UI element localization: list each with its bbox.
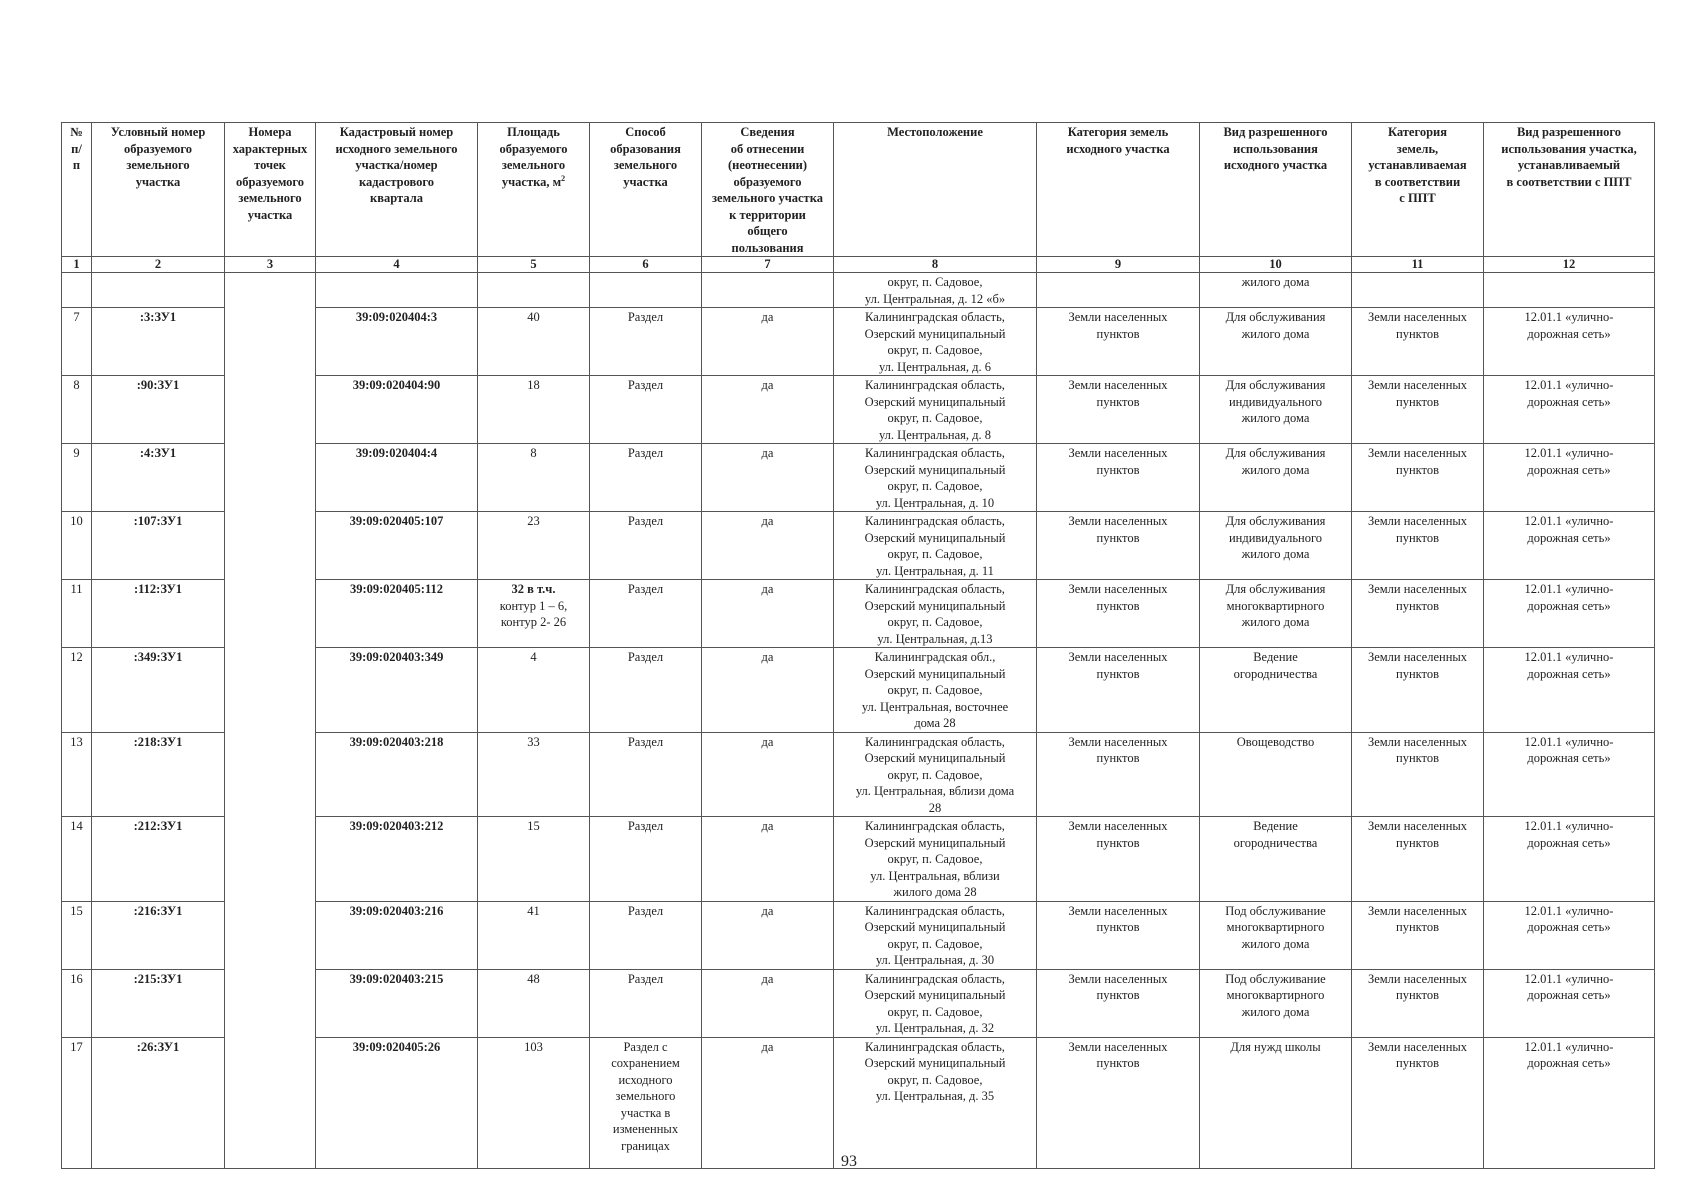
location-cell: Калининградская область, Озерский муниципальный округ, п. Садовое, ул. Центральная, д. 32 — [834, 969, 1037, 1037]
location-cell: Калининградская область, Озерский муниципальный округ, п. Садовое, ул. Центральная, д. 10 — [834, 444, 1037, 512]
header-index: № п/ п — [62, 123, 92, 257]
column-number: 9 — [1037, 257, 1200, 273]
header-area-text: Площадь образуемого земельного участка, м — [499, 125, 568, 189]
row-index: 12 — [62, 648, 92, 733]
ppt-category: Земли населенных пунктов — [1352, 512, 1484, 580]
header-points: Номера характерных точек образуемого земельного участка — [225, 123, 316, 257]
permitted-use: Под обслуживание многоквартирного жилого дома — [1200, 969, 1352, 1037]
column-number: 5 — [478, 257, 590, 273]
cadastral-number: 39:09:020405:112 — [316, 580, 478, 648]
column-number: 2 — [92, 257, 225, 273]
cadastral-number: 39:09:020405:26 — [316, 1037, 478, 1168]
column-number: 10 — [1200, 257, 1352, 273]
plot-code: :26:ЗУ1 — [92, 1037, 225, 1168]
header-cadastral: Кадастровый номер исходного земельного участка/номер кадастрового квартала — [316, 123, 478, 257]
row-index: 10 — [62, 512, 92, 580]
public-use-flag: да — [702, 580, 834, 648]
permitted-use: Ведение огородничества — [1200, 648, 1352, 733]
column-number: 7 — [702, 257, 834, 273]
plot-code: :216:ЗУ1 — [92, 901, 225, 969]
table-cell — [1484, 273, 1655, 308]
ppt-category: Земли населенных пунктов — [1352, 732, 1484, 817]
use-cell: жилого дома — [1200, 273, 1352, 308]
plot-code: :3:ЗУ1 — [92, 308, 225, 376]
cadastral-number: 39:09:020404:4 — [316, 444, 478, 512]
column-number: 4 — [316, 257, 478, 273]
plot-code: :349:ЗУ1 — [92, 648, 225, 733]
plot-area-contours: контур 1 – 6, контур 2- 26 — [499, 598, 568, 629]
header-method: Способ образования земельного участка — [590, 123, 702, 257]
plot-area: 18 — [478, 376, 590, 444]
header-category: Категория земель исходного участка — [1037, 123, 1200, 257]
ppt-use: 12.01.1 «улично- дорожная сеть» — [1484, 969, 1655, 1037]
ppt-use: 12.01.1 «улично- дорожная сеть» — [1484, 512, 1655, 580]
row-index: 16 — [62, 969, 92, 1037]
public-use-flag: да — [702, 308, 834, 376]
ppt-use: 12.01.1 «улично- дорожная сеть» — [1484, 817, 1655, 902]
row-index: 9 — [62, 444, 92, 512]
header-location: Местоположение — [834, 123, 1037, 257]
land-category: Земли населенных пунктов — [1037, 901, 1200, 969]
table-cell — [590, 273, 702, 308]
land-category: Земли населенных пунктов — [1037, 308, 1200, 376]
header-ppt-use: Вид разрешенного использования участка, устанавливаемый в соответствии с ППТ — [1484, 123, 1655, 257]
land-category: Земли населенных пунктов — [1037, 1037, 1200, 1168]
land-category: Земли населенных пунктов — [1037, 580, 1200, 648]
row-index: 15 — [62, 901, 92, 969]
land-plots-table — [61, 122, 1655, 1169]
public-use-flag: да — [702, 817, 834, 902]
plot-code: :218:ЗУ1 — [92, 732, 225, 817]
plot-code: :112:ЗУ1 — [92, 580, 225, 648]
table-cell — [92, 273, 225, 308]
location-cell: округ, п. Садовое, ул. Центральная, д. 12 «б» — [834, 273, 1037, 308]
ppt-use: 12.01.1 «улично- дорожная сеть» — [1484, 444, 1655, 512]
plot-code: :4:ЗУ1 — [92, 444, 225, 512]
ppt-category: Земли населенных пунктов — [1352, 817, 1484, 902]
location-cell: Калининградская область, Озерский муниципальный округ, п. Садовое, ул. Центральная, д. 11 — [834, 512, 1037, 580]
ppt-use: 12.01.1 «улично- дорожная сеть» — [1484, 648, 1655, 733]
formation-method: Раздел — [590, 308, 702, 376]
plot-area: 103 — [478, 1037, 590, 1168]
formation-method: Раздел — [590, 817, 702, 902]
plot-code: :90:ЗУ1 — [92, 376, 225, 444]
ppt-category: Земли населенных пунктов — [1352, 1037, 1484, 1168]
formation-method: Раздел — [590, 512, 702, 580]
plot-area: 48 — [478, 969, 590, 1037]
land-category: Земли населенных пунктов — [1037, 732, 1200, 817]
continuation-row — [62, 273, 1655, 308]
plot-code: :215:ЗУ1 — [92, 969, 225, 1037]
location-cell: Калининградская область, Озерский муниципальный округ, п. Садовое, ул. Центральная, д. 8 — [834, 376, 1037, 444]
formation-method: Раздел — [590, 901, 702, 969]
column-number: 6 — [590, 257, 702, 273]
plot-area-total: 32 в т.ч. — [511, 582, 556, 596]
public-use-flag: да — [702, 512, 834, 580]
cadastral-number: 39:09:020405:107 — [316, 512, 478, 580]
formation-method: Раздел — [590, 580, 702, 648]
formation-method: Раздел — [590, 648, 702, 733]
row-index: 7 — [62, 308, 92, 376]
column-number: 3 — [225, 257, 316, 273]
permitted-use: Ведение огородничества — [1200, 817, 1352, 902]
public-use-flag: да — [702, 444, 834, 512]
header-ppt-category: Категория земель, устанавливаемая в соответствии с ППТ — [1352, 123, 1484, 257]
location-cell: Калининградская область, Озерский муниципальный округ, п. Садовое, ул. Центральная, вблизи жилого дома 28 — [834, 817, 1037, 902]
permitted-use: Для обслуживания индивидуального жилого дома — [1200, 512, 1352, 580]
header-public: Сведения об отнесении (неотнесении) образуемого земельного участка к территории общего пользования — [702, 123, 834, 257]
public-use-flag: да — [702, 376, 834, 444]
formation-method: Раздел с сохранением исходного земельного участка в измененных границах — [590, 1037, 702, 1168]
column-number: 1 — [62, 257, 92, 273]
land-category: Земли населенных пунктов — [1037, 512, 1200, 580]
public-use-flag: да — [702, 901, 834, 969]
permitted-use: Для обслуживания индивидуального жилого дома — [1200, 376, 1352, 444]
permitted-use: Для обслуживания жилого дома — [1200, 444, 1352, 512]
land-category: Земли населенных пунктов — [1037, 648, 1200, 733]
points-cell — [225, 273, 316, 1169]
column-number: 8 — [834, 257, 1037, 273]
public-use-flag: да — [702, 648, 834, 733]
cadastral-number: 39:09:020404:3 — [316, 308, 478, 376]
ppt-category: Земли населенных пунктов — [1352, 308, 1484, 376]
row-index: 17 — [62, 1037, 92, 1168]
permitted-use: Для нужд школы — [1200, 1037, 1352, 1168]
column-number: 12 — [1484, 257, 1655, 273]
land-category: Земли населенных пунктов — [1037, 376, 1200, 444]
public-use-flag: да — [702, 969, 834, 1037]
land-category: Земли населенных пунктов — [1037, 969, 1200, 1037]
row-index: 14 — [62, 817, 92, 902]
location-cell: Калининградская область, Озерский муниципальный округ, п. Садовое, ул. Центральная, д. 6 — [834, 308, 1037, 376]
ppt-use: 12.01.1 «улично- дорожная сеть» — [1484, 901, 1655, 969]
ppt-use: 12.01.1 «улично- дорожная сеть» — [1484, 376, 1655, 444]
permitted-use: Под обслуживание многоквартирного жилого дома — [1200, 901, 1352, 969]
permitted-use: Овощеводство — [1200, 732, 1352, 817]
plot-area: 40 — [478, 308, 590, 376]
formation-method: Раздел — [590, 376, 702, 444]
header-area-sup: 2 — [561, 173, 566, 183]
formation-method: Раздел — [590, 444, 702, 512]
plot-area — [478, 580, 590, 648]
column-numbers-row — [62, 257, 1655, 273]
cadastral-number: 39:09:020403:218 — [316, 732, 478, 817]
row-index: 11 — [62, 580, 92, 648]
formation-method: Раздел — [590, 732, 702, 817]
permitted-use: Для обслуживания жилого дома — [1200, 308, 1352, 376]
row-index: 8 — [62, 376, 92, 444]
ppt-category: Земли населенных пунктов — [1352, 969, 1484, 1037]
plot-area: 23 — [478, 512, 590, 580]
formation-method: Раздел — [590, 969, 702, 1037]
cadastral-number: 39:09:020403:349 — [316, 648, 478, 733]
header-plot-code: Условный номер образуемого земельного участка — [92, 123, 225, 257]
land-category: Земли населенных пунктов — [1037, 444, 1200, 512]
ppt-use: 12.01.1 «улично- дорожная сеть» — [1484, 580, 1655, 648]
plot-area: 8 — [478, 444, 590, 512]
column-number: 11 — [1352, 257, 1484, 273]
plot-code: :107:ЗУ1 — [92, 512, 225, 580]
table-cell — [316, 273, 478, 308]
cadastral-number: 39:09:020403:212 — [316, 817, 478, 902]
public-use-flag: да — [702, 732, 834, 817]
table-cell — [1352, 273, 1484, 308]
cadastral-number: 39:09:020403:216 — [316, 901, 478, 969]
row-index: 13 — [62, 732, 92, 817]
ppt-category: Земли населенных пунктов — [1352, 901, 1484, 969]
header-row — [62, 123, 1655, 257]
header-use: Вид разрешенного использования исходного участка — [1200, 123, 1352, 257]
ppt-category: Земли населенных пунктов — [1352, 648, 1484, 733]
ppt-category: Земли населенных пунктов — [1352, 580, 1484, 648]
cadastral-number: 39:09:020403:215 — [316, 969, 478, 1037]
ppt-use: 12.01.1 «улично- дорожная сеть» — [1484, 308, 1655, 376]
location-cell: Калининградская обл., Озерский муниципальный округ, п. Садовое, ул. Центральная, восточнее дома 28 — [834, 648, 1037, 733]
public-use-flag: да — [702, 1037, 834, 1168]
location-cell: Калининградская область, Озерский муниципальный округ, п. Садовое, ул. Центральная, д. 30 — [834, 901, 1037, 969]
ppt-use: 12.01.1 «улично- дорожная сеть» — [1484, 1037, 1655, 1168]
header-area — [478, 123, 590, 257]
location-cell: Калининградская область, Озерский муниципальный округ, п. Садовое, ул. Центральная, вблизи дома 28 — [834, 732, 1037, 817]
plot-area: 15 — [478, 817, 590, 902]
permitted-use: Для обслуживания многоквартирного жилого дома — [1200, 580, 1352, 648]
table-cell — [1037, 273, 1200, 308]
table-cell — [702, 273, 834, 308]
plot-area: 4 — [478, 648, 590, 733]
cadastral-number: 39:09:020404:90 — [316, 376, 478, 444]
location-cell: Калининградская область, Озерский муниципальный округ, п. Садовое, ул. Центральная, д. 35 — [834, 1037, 1037, 1168]
plot-area: 33 — [478, 732, 590, 817]
page-number: 93 — [841, 1153, 857, 1170]
table-cell — [478, 273, 590, 308]
plot-area: 41 — [478, 901, 590, 969]
ppt-use: 12.01.1 «улично- дорожная сеть» — [1484, 732, 1655, 817]
ppt-category: Земли населенных пунктов — [1352, 376, 1484, 444]
table-cell — [62, 273, 92, 308]
plot-code: :212:ЗУ1 — [92, 817, 225, 902]
location-cell: Калининградская область, Озерский муниципальный округ, п. Садовое, ул. Центральная, д.13 — [834, 580, 1037, 648]
land-category: Земли населенных пунктов — [1037, 817, 1200, 902]
ppt-category: Земли населенных пунктов — [1352, 444, 1484, 512]
